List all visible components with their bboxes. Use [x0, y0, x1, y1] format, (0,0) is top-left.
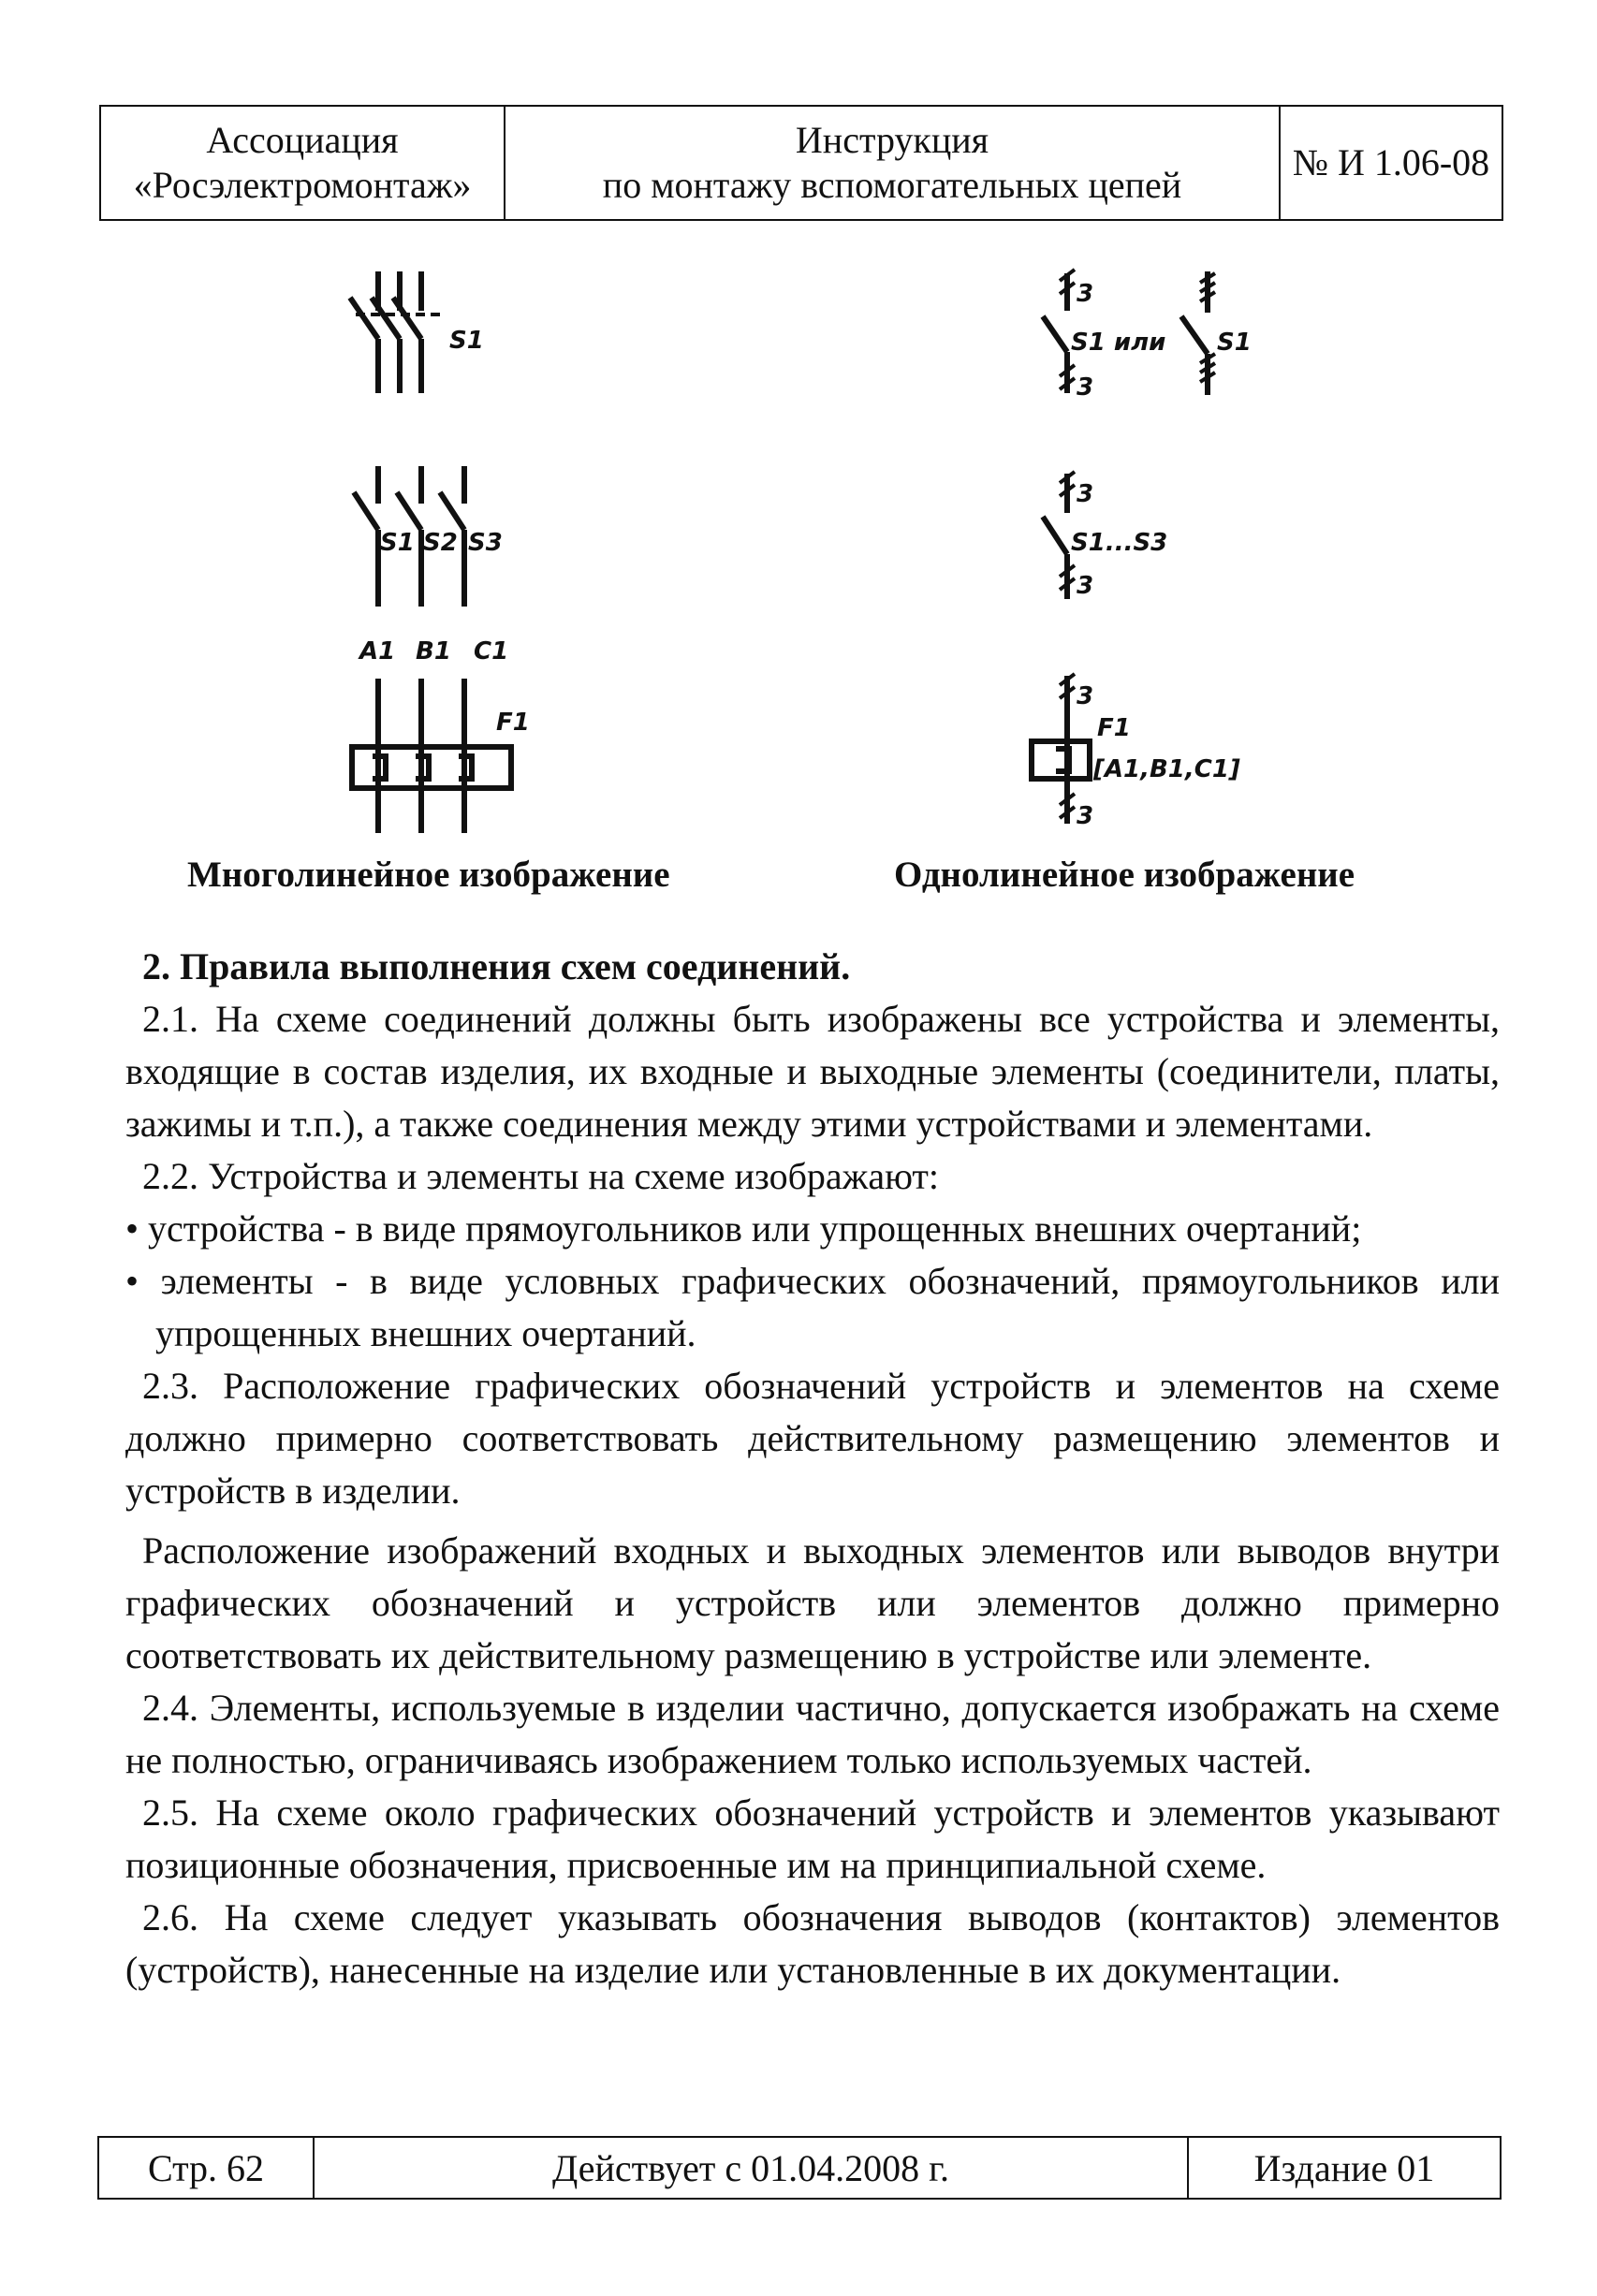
footer-page — [99, 2138, 315, 2198]
single-line-switch-group-symbol — [1043, 472, 1075, 599]
paragraph-2-3: 2.3. Расположение графических обозначений устройств и элементов на схеме должно примерно соответствовать действительному размещению элементов и устройств в изделии. — [125, 1365, 1500, 1512]
label-3-f: 3 — [1077, 802, 1094, 830]
paragraph-2-6: 2.6. На схеме следует указывать обозначения выводов (контактов) элементов (устройств), нанесенные на изделие или установленные в их документации. — [125, 1896, 1500, 1991]
caption-single-line: Однолинейное изображение — [894, 855, 1355, 895]
label-f1-right: F1 — [1097, 714, 1131, 742]
label-3-d: 3 — [1077, 572, 1094, 600]
label-s1-alt: S1 — [1217, 329, 1252, 357]
header-org-line1: Ассоциация — [206, 119, 399, 161]
footer-edition-text: Издание 01 — [1253, 2146, 1435, 2189]
header-org-line2: «Росэлектромонтаж» — [133, 164, 472, 206]
schematic-figure — [0, 253, 1597, 927]
paragraph-2-5: 2.5. На схеме около графических обозначений устройств и элементов указывают позиционные обозначения, присвоенные им на принципиальной схеме. — [125, 1791, 1500, 1886]
label-s3: S3 — [468, 529, 503, 557]
label-3-b: 3 — [1077, 373, 1094, 402]
paragraph-2-1: 2.1. На схеме соединений должны быть изображены все устройства и элементы, входящие в состав изделия, их входные и выходные элементы (соединители, платы, зажимы и т.п.), а также соединения между этими устройствами и элементами. — [125, 998, 1500, 1145]
header-title-cell — [505, 107, 1281, 219]
header-title-line2: по монтажу вспомогательных цепей — [602, 164, 1182, 206]
header-title-line1: Инструкция — [795, 119, 989, 161]
footer-valid-from-text: Действует с 01.04.2008 г. — [551, 2146, 950, 2189]
single-line-switch-symbol — [1043, 270, 1075, 393]
footer-page-text: Стр. 62 — [147, 2146, 265, 2189]
schematic-diagram — [0, 253, 1597, 852]
label-3-c: 3 — [1077, 480, 1094, 508]
single-line-switch-alt-symbol — [1181, 271, 1215, 395]
label-3-a: 3 — [1077, 280, 1094, 308]
label-b1: B1 — [416, 637, 451, 665]
three-pole-switch-symbol — [350, 271, 440, 393]
caption-multiline: Многолинейное изображение — [187, 855, 670, 895]
label-f1: F1 — [496, 709, 530, 737]
footer-edition — [1189, 2138, 1500, 2198]
label-s1-ili: S1 или — [1071, 329, 1166, 357]
label-s2: S2 — [423, 529, 458, 557]
bullet-devices: • устройства - в виде прямоугольников или упрощенных внешних очертаний; — [125, 1207, 1362, 1250]
footer-table — [97, 2136, 1502, 2200]
body-text — [125, 941, 1500, 1996]
label-s1-s3: S1...S3 — [1071, 529, 1168, 557]
thermal-relay-symbol — [352, 679, 511, 833]
section-heading: 2. Правила выполнения схем соединений. — [142, 945, 851, 987]
paragraph-2-3b: Расположение изображений входных и выходных элементов или выводов внутри графических обозначений и устройств или элементов должно примерно соответствовать их действительному размещению в устройстве или элементе. — [125, 1529, 1500, 1676]
paragraph-2-2: 2.2. Устройства и элементы на схеме изображают: — [142, 1155, 940, 1197]
header-doc-number-cell — [1281, 107, 1502, 219]
header-org-cell — [101, 107, 505, 219]
bullet-elements: • элементы - в виде условных графических обозначений, прямоугольников или упрощенных внешних очертаний. — [125, 1260, 1500, 1354]
header-table — [99, 105, 1503, 221]
header-doc-number: № И 1.06-08 — [1292, 141, 1490, 183]
label-s1-top: S1 — [449, 327, 484, 355]
label-a1: A1 — [359, 637, 396, 665]
paragraph-2-4: 2.4. Элементы, используемые в изделии частично, допускается изображать на схеме не полностью, ограничиваясь изображением только используемых частей. — [125, 1687, 1500, 1781]
label-s1: S1 — [380, 529, 415, 557]
footer-valid-from — [315, 2138, 1189, 2198]
label-c1: C1 — [474, 637, 509, 665]
label-abc: [A1,B1,C1] — [1093, 755, 1240, 783]
label-3-e: 3 — [1077, 682, 1094, 710]
